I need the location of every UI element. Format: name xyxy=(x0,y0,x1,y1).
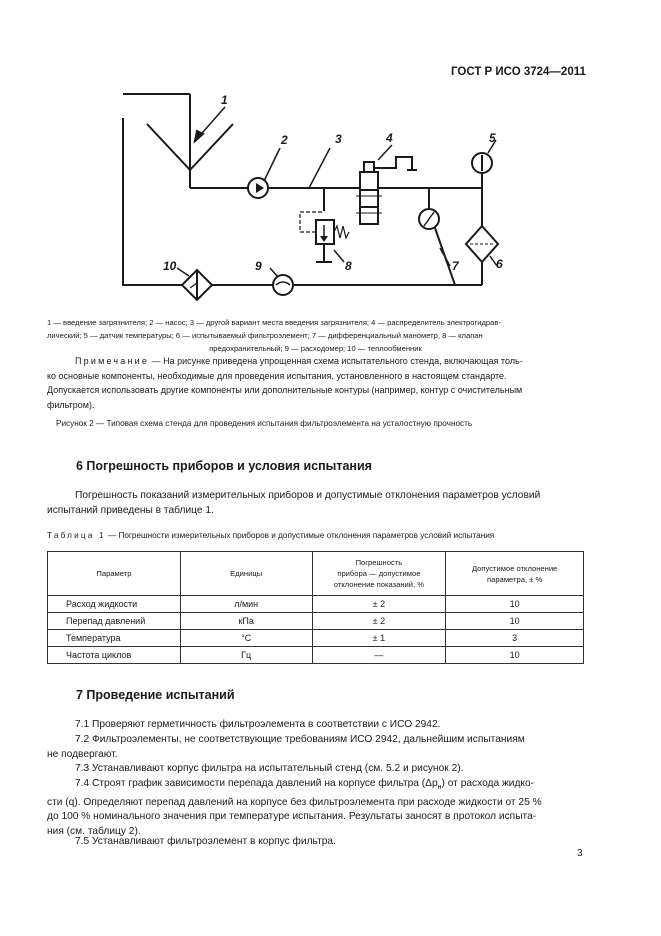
paragraph-7-2: 7.2 Фильтроэлементы, не соответствующие требованиям ИСО 2942, дальнейшим испытаниям не подвергают. xyxy=(47,734,525,760)
table-row xyxy=(48,613,584,630)
label-8: 8 xyxy=(345,259,352,273)
note-text: — На рисунке приведена упрощенная схема испытательного стенда, включающая толь- xyxy=(149,356,523,366)
figure-legend xyxy=(47,316,584,355)
paragraph-line: Погрешность показаний измерительных приборов и допустимые отклонения параметров условий xyxy=(75,490,541,501)
cell-accuracy: ± 2 xyxy=(312,596,446,613)
filter-element-icon xyxy=(466,226,498,266)
section-7-heading: 7 Проведение испытаний xyxy=(76,688,235,702)
cell-units: л/мин xyxy=(180,596,312,613)
paragraph-7-1: 7.1 Проверяют герметичность фильтроэлемента в соответствии с ИСО 2942. xyxy=(75,719,441,730)
section-6-heading: 6 Погрешность приборов и условия испытания xyxy=(76,459,372,473)
legend-line: лический; 5 — датчик температуры; 6 — испытываемый фильтроэлемент; 7 — дифференциальный манометр, 8 — клапан xyxy=(47,331,483,340)
distributor-valve-icon xyxy=(356,145,417,224)
label-1: 1 xyxy=(221,93,228,107)
header-param: Параметр xyxy=(48,552,181,596)
label-10: 10 xyxy=(163,259,177,273)
figure-note xyxy=(47,354,584,412)
label-4: 4 xyxy=(386,131,393,145)
cell-param: Температура xyxy=(48,630,181,647)
table-1-caption xyxy=(47,531,494,540)
table-row xyxy=(48,647,584,664)
page-number: 3 xyxy=(577,848,583,859)
table-row xyxy=(48,596,584,613)
flowmeter-icon xyxy=(270,268,293,295)
label-5: 5 xyxy=(489,131,496,145)
section-6-paragraph xyxy=(47,489,584,518)
label-3: 3 xyxy=(335,132,342,146)
note-text: ко основные компоненты, необходимые для проведения испытания, установленного в настоящем стандарте. xyxy=(47,370,507,381)
table-1 xyxy=(47,551,584,664)
table-header-row xyxy=(48,552,584,596)
table-row xyxy=(48,630,584,647)
document-id: ГОСТ Р ИСО 3724—2011 xyxy=(451,66,586,78)
note-label: Примечание xyxy=(75,356,150,366)
differential-manometer-icon xyxy=(419,209,450,266)
cell-accuracy: — xyxy=(312,647,446,664)
cell-units: Гц xyxy=(180,647,312,664)
table-caption-label: Таблица 1 xyxy=(47,531,106,540)
paragraph-7-3: 7.3 Устанавливают корпус фильтра на испытательный стенд (см. 5.2 и рисунок 2). xyxy=(75,763,464,774)
heat-exchanger-icon xyxy=(177,268,212,300)
header-accuracy: Погрешность прибора — допустимое отклонение показаний, % xyxy=(312,552,446,596)
paragraph-7-4: 7.4 Строят график зависимости перепада давлений на корпусе фильтра $(\Delta p_н)$ от расхода жидко- сти (q). Определяют перепад давлений на корпусе без фильтроэлемента при расходе жидкости от 25 % до 100 % номинального значения при температуре испытания. Результаты заносят в протокол испыта- ния (см. таблицу 2). xyxy=(47,778,542,837)
cell-param: Частота циклов xyxy=(48,647,181,664)
cell-units: °С xyxy=(180,630,312,647)
cell-accuracy: ± 1 xyxy=(312,630,446,647)
test-stand-schematic xyxy=(0,0,661,310)
cell-deviation: 10 xyxy=(446,613,584,630)
cell-deviation: 3 xyxy=(446,630,584,647)
pump-icon xyxy=(248,148,280,198)
note-text: Допускается использовать другие компоненты или дополнительные контуры (например, контур с очистительным xyxy=(47,385,523,395)
cell-accuracy: ± 2 xyxy=(312,613,446,630)
label-2: 2 xyxy=(281,133,288,147)
paragraph-line: испытаний приведены в таблице 1. xyxy=(47,504,214,516)
paragraph-7-5: 7.5 Устанавливают фильтроэлемент в корпус фильтра. xyxy=(75,836,336,847)
legend-line: предохранительный; 9 — расходомер; 10 — теплообменник xyxy=(209,344,422,353)
cell-deviation: 10 xyxy=(446,647,584,664)
cell-deviation: 10 xyxy=(446,596,584,613)
label-9: 9 xyxy=(255,259,262,273)
injection-point-leader xyxy=(309,148,330,188)
header-deviation: Допустимое отклонение параметра, ± % xyxy=(446,552,584,596)
header-units: Единицы xyxy=(180,552,312,596)
cell-units: кПа xyxy=(180,613,312,630)
cell-param: Расход жидкости xyxy=(48,596,181,613)
table-caption-text: — Погрешности измерительных приборов и допустимые отклонения параметров условий испытания xyxy=(105,531,495,540)
note-text: фильтром). xyxy=(47,399,95,410)
cell-param: Перепад давлений xyxy=(48,613,181,630)
legend-line: 1 — введение загрязнителя; 2 — насос; 3 — другой вариант места введения загрязнителя; 4 — распределитель электрогидрав- xyxy=(47,318,501,327)
figure-caption: Рисунок 2 — Типовая схема стенда для проведения испытания фильтроэлемента на усталостную прочность xyxy=(56,419,473,428)
label-6: 6 xyxy=(496,257,503,271)
label-7: 7 xyxy=(452,259,459,273)
